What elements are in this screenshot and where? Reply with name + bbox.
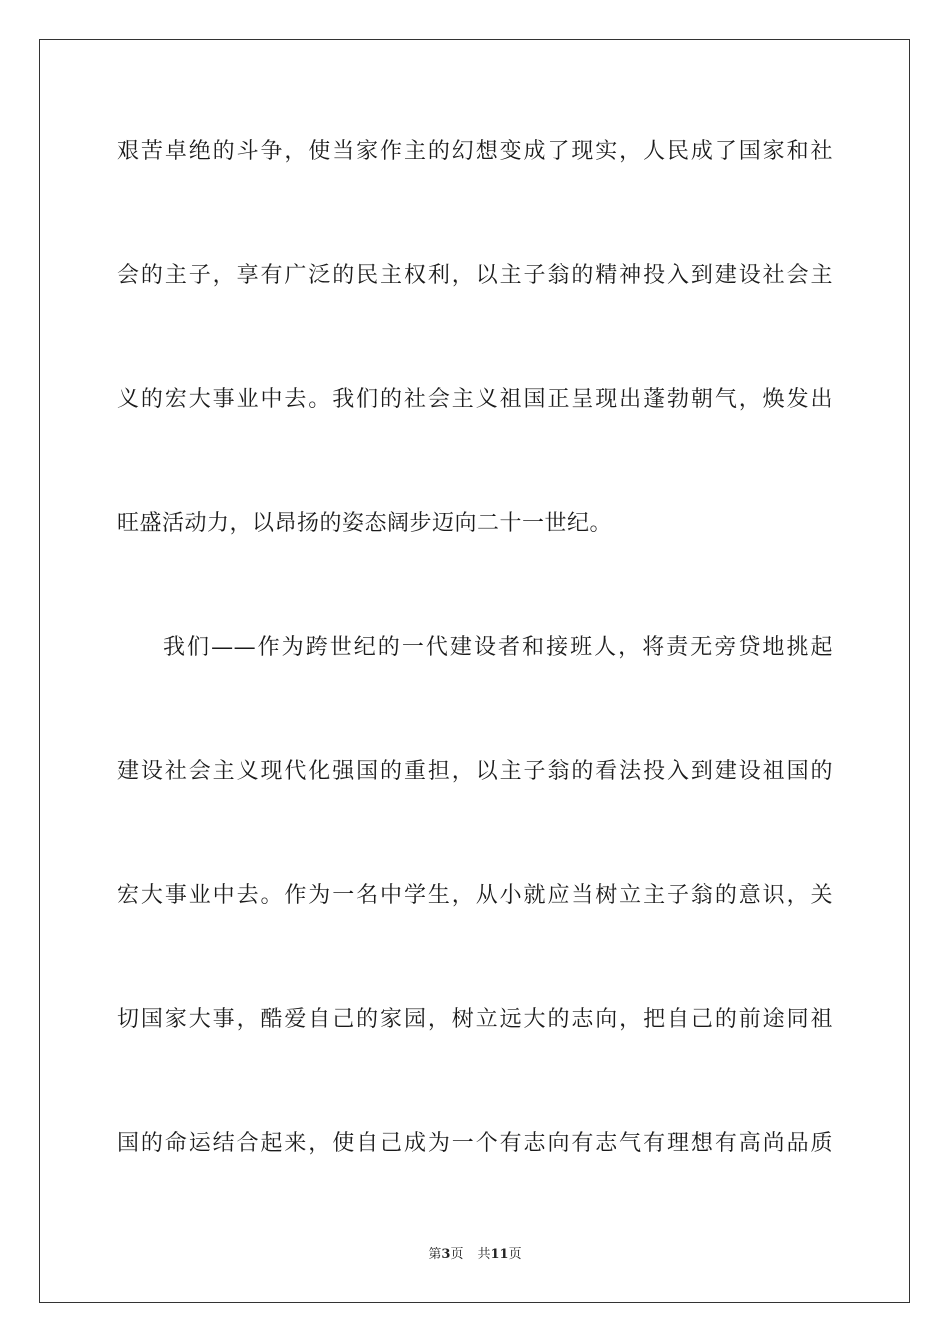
- total-suffix: 页: [508, 1247, 522, 1262]
- page-footer: [0, 1246, 950, 1264]
- page-number: 3: [441, 1247, 451, 1262]
- text-line: 国的命运结合起来，使自己成为一个有志向有志气有理想有高尚品质: [117, 1131, 833, 1156]
- paragraph-first-line: 我们——作为跨世纪的一代建设者和接班人，将责无旁贷地挑起: [163, 635, 833, 660]
- page-prefix: 第: [428, 1247, 442, 1262]
- text-line: 义的宏大事业中去。我们的社会主义祖国正呈现出蓬勃朝气，焕发出: [117, 387, 833, 412]
- text-line: 宏大事业中去。作为一名中学生，从小就应当树立主子翁的意识，关: [117, 883, 833, 908]
- page-border: [39, 39, 910, 1303]
- text-line: 旺盛活动力，以昂扬的姿态阔步迈向二十一世纪。: [117, 511, 613, 536]
- text-line: 会的主子，享有广泛的民主权利，以主子翁的精神投入到建设社会主: [117, 263, 833, 288]
- text-line: 艰苦卓绝的斗争，使当家作主的幻想变成了现实，人民成了国家和社: [117, 139, 833, 164]
- total-prefix: 共: [477, 1247, 491, 1262]
- total-pages: 11: [490, 1247, 509, 1262]
- page-suffix: 页: [450, 1247, 464, 1262]
- text-line: 切国家大事，酷爱自己的家园，树立远大的志向，把自己的前途同祖: [117, 1007, 833, 1032]
- text-line: 建设社会主义现代化强国的重担，以主子翁的看法投入到建设祖国的: [117, 759, 833, 784]
